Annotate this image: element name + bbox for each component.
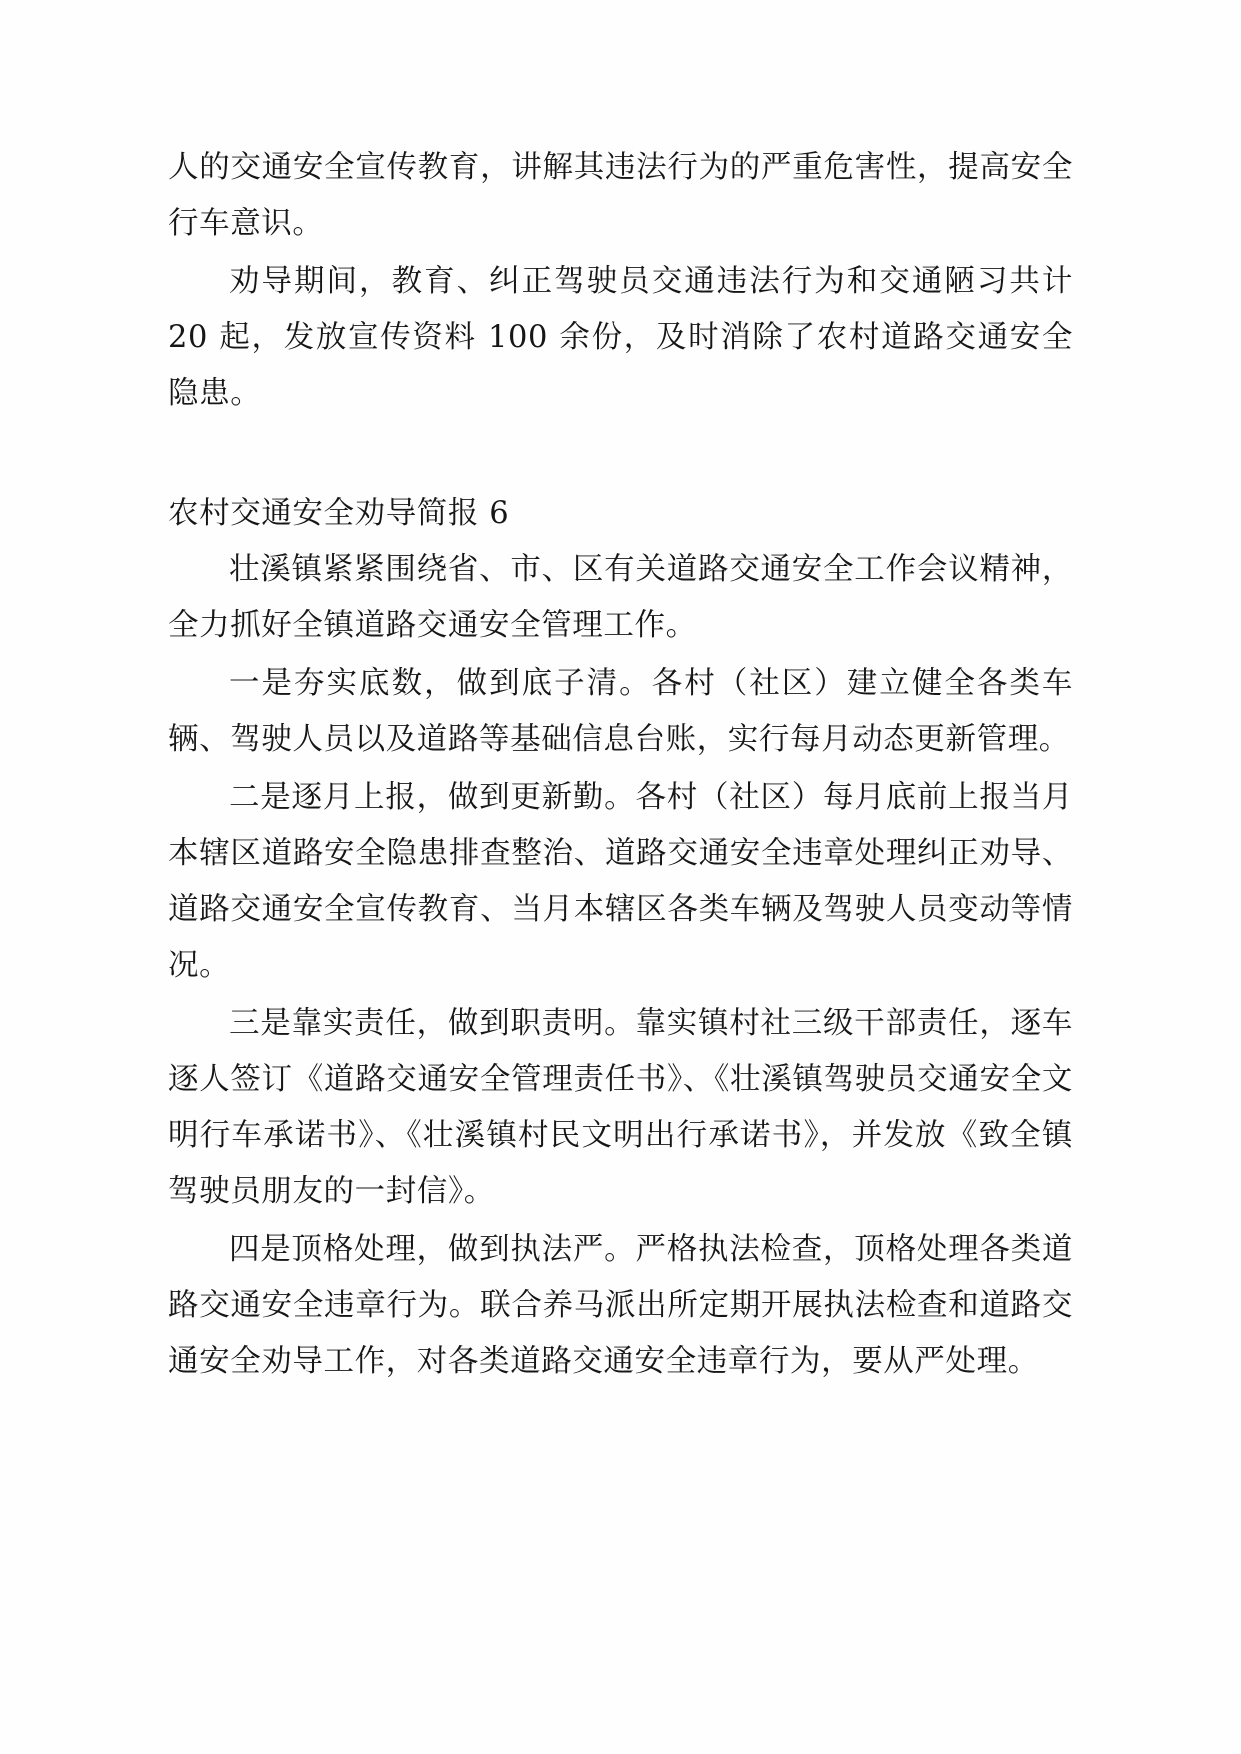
section-spacer: [168, 424, 1073, 486]
document-body: [168, 140, 1073, 1390]
paragraph-1: 人的交通安全宣传教育，讲解其违法行为的严重危害性，提高安全行车意识。: [168, 150, 1073, 241]
paragraph-3: 壮溪镇紧紧围绕省、市、区有关道路交通安全工作会议精神，全力抓好全镇道路交通安全管理工作。: [168, 552, 1073, 643]
paragraph-2: 劝导期间，教育、纠正驾驶员交通违法行为和交通陋习共计 20 起，发放宣传资料 100 余份，及时消除了农村道路交通安全隐患。: [168, 264, 1073, 411]
paragraph-5: 二是逐月上报，做到更新勤。各村（社区）每月底前上报当月本辖区道路安全隐患排查整治、道路交通安全违章处理纠正劝导、道路交通安全宣传教育、当月本辖区各类车辆及驾驶人员变动等情况。: [168, 780, 1073, 983]
paragraph-7: 四是顶格处理，做到执法严。严格执法检查，顶格处理各类道路交通安全违章行为。联合养马派出所定期开展执法检查和道路交通安全劝导工作，对各类道路交通安全违章行为，要从严处理。: [168, 1232, 1073, 1379]
paragraph-6: 三是靠实责任，做到职责明。靠实镇村社三级干部责任，逐车逐人签订《道路交通安全管理责任书》、《壮溪镇驾驶员交通安全文明行车承诺书》、《壮溪镇村民文明出行承诺书》，并发放《致全镇驾驶员朋友的一封信》。: [168, 1006, 1073, 1209]
section-heading: 农村交通安全劝导简报 6: [168, 496, 510, 531]
paragraph-4: 一是夯实底数，做到底子清。各村（社区）建立健全各类车辆、驾驶人员以及道路等基础信息台账，实行每月动态更新管理。: [168, 666, 1073, 757]
